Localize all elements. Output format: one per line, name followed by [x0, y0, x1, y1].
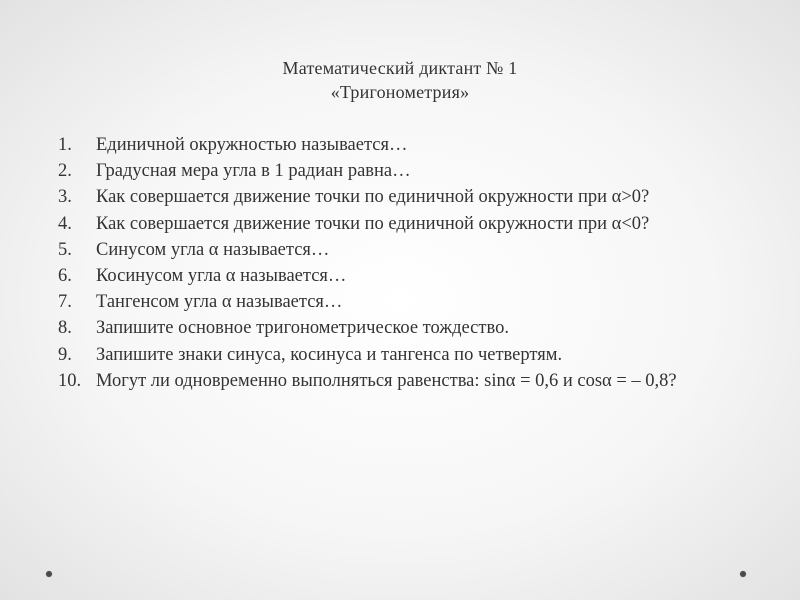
- list-item: [58, 289, 762, 315]
- item-text: Единичной окружностью называется…: [96, 135, 408, 155]
- question-list: [58, 132, 762, 394]
- slide-title: [0, 56, 800, 104]
- list-item: [58, 211, 762, 237]
- title-line-1: Математический диктант № 1: [282, 58, 518, 78]
- title-line-2: «Тригонометрия»: [330, 82, 470, 102]
- item-text: Как совершается движение точки по единичной окружности при α>0?: [96, 187, 650, 208]
- item-text: Синусом угла α называется…: [96, 239, 330, 260]
- item-number: 6.: [58, 266, 72, 287]
- item-text: Запишите основное тригонометрическое тождество.: [96, 318, 509, 339]
- item-text: Градусная мера угла в 1 радиан равна…: [96, 161, 411, 182]
- item-number: 7.: [58, 292, 72, 313]
- list-item: [58, 368, 762, 394]
- item-text: Могут ли одновременно выполняться равенства: sinα = 0,6 и cosα = – 0,8?: [96, 370, 677, 391]
- list-item: [58, 184, 762, 210]
- item-text: Запишите знаки синуса, косинуса и тангенса по четвертям.: [96, 344, 563, 365]
- item-number: 4.: [58, 213, 72, 234]
- item-number: 1.: [58, 135, 72, 155]
- list-item: [58, 132, 762, 158]
- item-text: Как совершается движение точки по единичной окружности при α<0?: [96, 213, 650, 234]
- list-item: [58, 237, 762, 263]
- list-item: [58, 315, 762, 341]
- list-item: [58, 158, 762, 184]
- item-text: Тангенсом угла α называется…: [96, 292, 343, 313]
- item-number: 9.: [58, 344, 72, 365]
- list-item: [58, 342, 762, 368]
- item-number: 3.: [58, 187, 72, 208]
- bullet-dot-right-icon: [740, 571, 746, 577]
- bullet-dot-left-icon: [46, 571, 52, 577]
- item-number: 5.: [58, 239, 72, 260]
- item-number: 10.: [58, 370, 82, 391]
- item-text: Косинусом угла α называется…: [96, 266, 347, 287]
- item-number: 8.: [58, 318, 72, 339]
- item-number: 2.: [58, 161, 72, 182]
- list-item: [58, 263, 762, 289]
